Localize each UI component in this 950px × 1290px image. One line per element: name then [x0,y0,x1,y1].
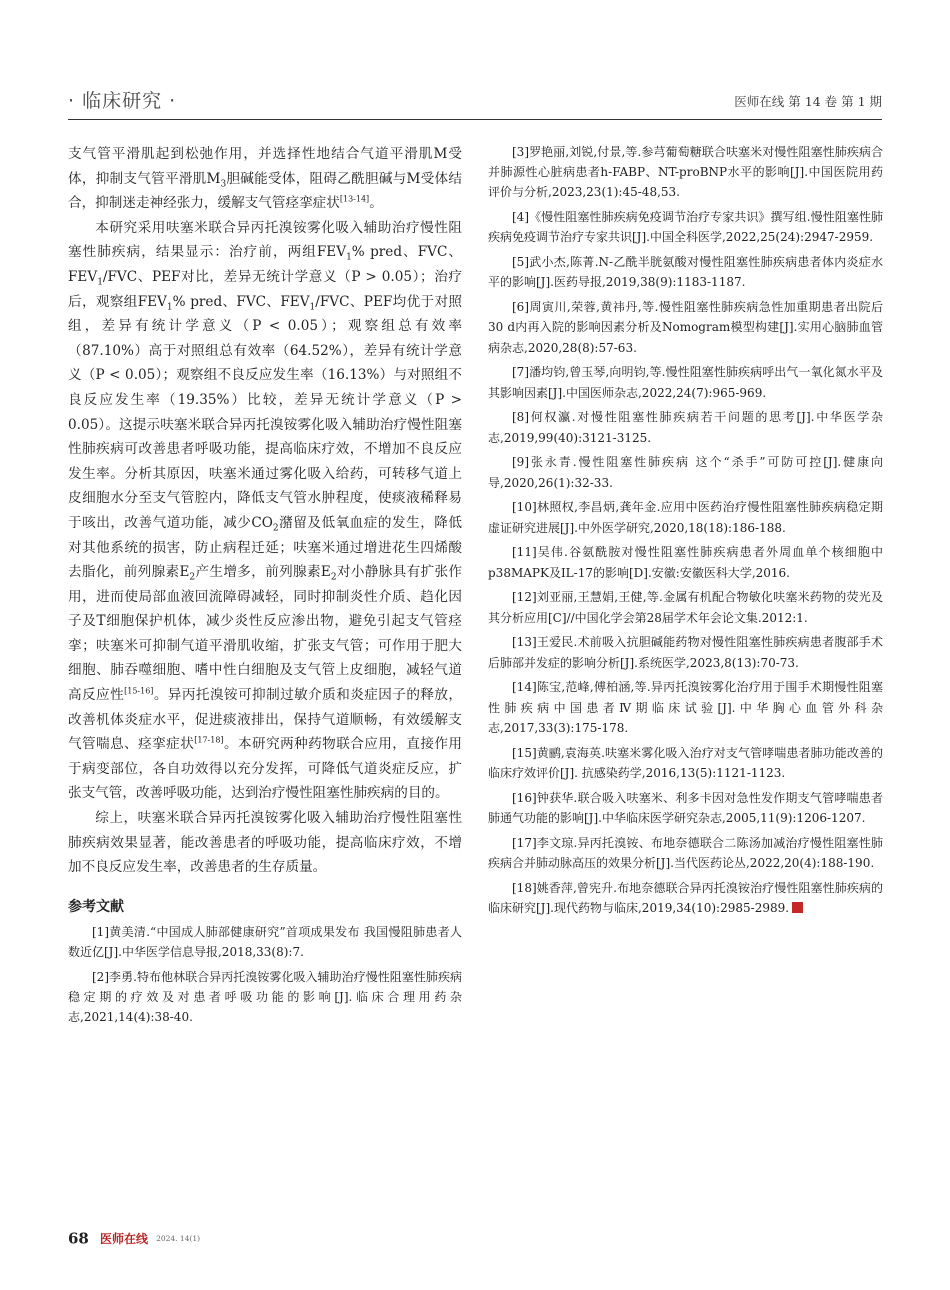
reference-item: [10]林照权,李昌炳,龚年金.应用中医药治疗慢性阻塞性肺疾病稳定期虚证研究进展[J].中外医学研究,2020,18(18):186-188. [488,500,883,535]
reference-item: [3]罗艳丽,刘锐,付景,等.参芎葡萄糖联合呋塞米对慢性阻塞性肺疾病合并肺源性心脏病患者h-FABP、NT-proBNP水平的影响[J].中国医院用药评价与分析,2023,23(1):45-48,53. [488,145,883,200]
reference-item: [8]何权瀛.对慢性阻塞性肺疾病若干问题的思考[J].中华医学杂志,2019,99(40):3121-3125. [488,410,883,445]
reference-item: [12]刘亚丽,王慧娟,王健,等.金属有机配合物敏化呋塞米药物的荧光及其分析应用[C]//中国化学会第28届学术年会论文集.2012:1. [488,590,883,625]
references-heading: 参考文献 [68,898,124,915]
header-rule [68,119,882,120]
reference-item: [6]周寅川,荣蓉,黄祎丹,等.慢性阻塞性肺疾病急性加重期患者出院后30 d内再入院的影响因素分析及Nomogram模型构建[J].实用心脑肺血管病杂志,2020,28(8):57-63. [488,300,883,355]
citation: [17-18] [194,735,224,745]
body-paragraph-2: 本研究采用呋塞米联合异丙托溴铵雾化吸入辅助治疗慢性阻塞性肺疾病，结果显示：治疗前，两组$FEV_1\%$ pred、FVC、$FEV_1$/FVC、PEF对比，差异无统计学意义（P > 0.05）；治疗后，观察组$FEV_1\%$ pred、FVC、$FEV_1$/FVC、PEF均优于对照组，差异有统计学意义（P < 0.05）；观察组总有效率（87.10%）高于对照组总有效率（64.52%），差异有统计学意义（P < 0.05）；观察组不良反应发生率（16.13%）与对照组不良反应发生率（19.35%）比较，差异无统计学意义（P > 0.05）。这提示呋塞米联合异丙托溴铵雾化吸入辅助治疗慢性阻塞性肺疾病可改善患者呼吸功能，提高临床疗效，不增加不良反应发生率。分析其原因，呋塞米通过雾化吸入给药，可转移气道上皮细胞水分至支气管腔内，降低支气管水肿程度，使痰液稀释易于咳出，改善气道功能，减少$CO_2$潴留及低氧血症的发生，降低对其他系统的损害，防止病程迁延；呋塞米通过增进花生四烯酸去脂化，前列腺素$E_2$产生增多，前列腺素$E_2$对小静脉具有扩张作用，进而使局部血液回流障碍减轻，同时抑制炎性介质、趋化因子及T细胞保护机体，减少炎性反应渗出物，避免引起支气管痉挛；呋塞米可抑制气道平滑肌收缩，扩张支气管；可作用于肥大细胞、肺吞噬细胞、嗜中性白细胞及支气管上皮细胞，减轻气道高反应性[15-16]。异丙托溴铵可抑制过敏介质和炎症因子的释放，改善机体炎症水平，促进痰液排出，保持气道顺畅，有效缓解支气管喘息、痉挛症状[17-18]。本研究两种药物联合应用，直接作用于病变部位，各自功效得以充分发挥，可降低气道炎症反应，扩张支气管，改善呼吸功能，达到治疗慢性阻塞性肺疾病的目的。 [68,219,463,802]
page-header [68,86,882,118]
section-label: · 临床研究 · [68,90,177,112]
body-paragraph-1: 支气管平滑肌起到松弛作用，并选择性地结合气道平滑肌M受体，抑制支气管平滑肌$M_3$胆碱能受体，阻碍乙酰胆碱与M受体结合，抑制迷走神经张力，缓解支气管痉挛症状[13-14]。 [68,146,463,212]
reference-item-last: [18]姚香萍,曾宪升.布地奈德联合异丙托溴铵治疗慢性阻塞性肺疾病的临床研究[J].现代药物与临床,2019,34(10):2985-2989. [488,880,883,915]
reference-item: [17]李文琼.异丙托溴铵、布地奈德联合二陈汤加减治疗慢性阻塞性肺疾病合并肺动脉高压的效果分析[J].当代医药论丛,2022,20(4):188-190. [488,835,883,870]
reference-item: [15]黄鹂,袁海英.呋塞米雾化吸入治疗对支气管哮喘患者肺功能改善的临床疗效评价[J]. 抗感染药学,2016,13(5):1121-1123. [488,745,883,780]
journal-logo: 医师在线 [99,1232,148,1246]
left-column [68,142,462,1032]
footer-issue: 2024. 14(1) [156,1234,201,1243]
body-paragraph-3: 综上，呋塞米联合异丙托溴铵雾化吸入辅助治疗慢性阻塞性肺疾病效果显著，能改善患者的呼吸功能，提高临床疗效，不增加不良反应发生率，改善患者的生存质量。 [68,810,462,876]
reference-item: [11]吴伟.谷氨酰胺对慢性阻塞性肺疾病患者外周血单个核细胞中p38MAPK及IL-17的影响[D].安徽:安徽医科大学,2016. [488,545,883,580]
reference-item: [16]钟获华.联合吸入呋塞米、利多卡因对急性发作期支气管哮喘患者肺通气功能的影响[J].中华临床医学研究杂志,2005,11(9):1206-1207. [488,790,883,825]
citation: [15-16] [124,686,154,696]
reference-item: [2]李勇.特布他林联合异丙托溴铵雾化吸入辅助治疗慢性阻塞性肺疾病稳定期的疗效及对患者呼吸功能的影响[J].临床合理用药杂志,2021,14(4):38-40. [68,969,462,1025]
reference-item: [7]潘均钧,曾玉琴,向明钧,等.慢性阻塞性肺疾病呼出气一氧化氮水平及其影响因素[J].中国医师杂志,2022,24(7):965-969. [488,365,883,400]
reference-item: [13]王爱民.术前吸入抗胆碱能药物对慢性阻塞性肺疾病患者腹部手术后肺部并发症的影响分析[J].系统医学,2023,8(13):70-73. [488,635,883,670]
reference-item: [9]张永青.慢性阻塞性肺疾病 这个“杀手”可防可控[J].健康向导,2020,26(1):32-33. [488,455,883,490]
citation: [13-14] [339,194,370,204]
reference-item: [1]黄美清.“中国成人肺部健康研究”首项成果发布 我国慢阻肺患者人数近亿[J].中华医学信息导报,2018,33(8):7. [68,924,462,960]
end-mark-icon [792,902,803,913]
reference-item: [4]《慢性阻塞性肺疾病免疫调节治疗专家共识》撰写组.慢性阻塞性肺疾病免疫调节治疗专家共识[J].中国全科医学,2022,25(24):2947-2959. [488,210,883,245]
page-footer [68,1228,200,1248]
journal-issue: 医师在线 第 14 卷 第 1 期 [734,94,882,109]
page-number: 68 [68,1229,89,1248]
right-column [488,142,883,923]
reference-item: [14]陈宝,范峰,傅柏涵,等.异丙托溴铵雾化治疗用于围手术期慢性阻塞性肺疾病中国患者Ⅳ期临床试验[J].中华胸心血管外科杂志,2017,33(3):175-178. [488,680,883,735]
reference-item: [5]武小杰,陈菁.N-乙酰半胱氨酸对慢性阻塞性肺疾病患者体内炎症水平的影响[J].医药导报,2019,38(9):1183-1187. [488,255,883,290]
